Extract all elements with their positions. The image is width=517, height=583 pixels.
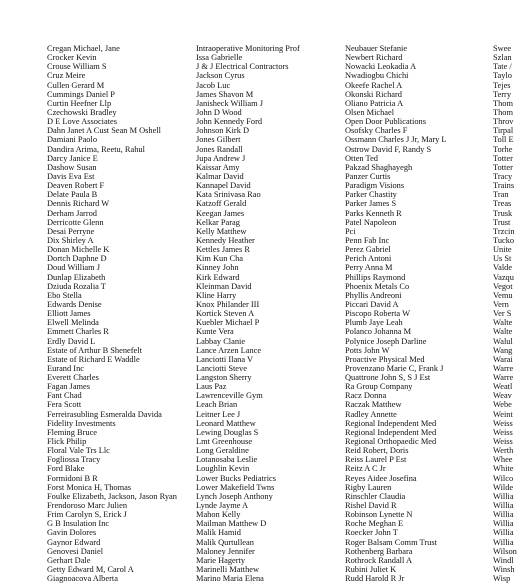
- list-item: Lance Arzen Lance: [196, 345, 262, 355]
- list-item: Jackson Cyrus: [196, 71, 245, 81]
- list-item: Leonard Matthew: [196, 418, 256, 428]
- list-item: Raczak Matthew: [345, 400, 402, 410]
- list-item: Langston Sherry: [196, 373, 252, 383]
- list-item: Rothrock Randall A: [345, 555, 412, 565]
- list-item: Trust: [493, 217, 511, 227]
- list-item: Getty Edward M, Carol A: [47, 565, 134, 575]
- list-item: Dunlap Elizabeth: [47, 272, 106, 282]
- list-item: Roger Balsam Comm Trust: [345, 537, 437, 547]
- list-item: Paradigm Visions: [345, 181, 405, 191]
- list-item: Wilco: [493, 473, 514, 483]
- list-item: Piscopo Roberta W: [345, 309, 410, 319]
- list-item: Jones Randall: [196, 144, 243, 154]
- list-item: Jupa Andrew J: [196, 153, 246, 163]
- list-item: Cruz Meire: [47, 71, 86, 81]
- list-item: Intraoperative Monitoring Prof: [196, 44, 300, 53]
- list-item: Kinney John: [196, 263, 239, 273]
- list-item: Doud William J: [47, 263, 101, 273]
- list-item: Malik Hamid: [196, 528, 241, 538]
- list-item: Cullen Gerard M: [47, 80, 105, 90]
- list-item: Oliano Patricia A: [345, 98, 404, 108]
- list-item: Kennedy Heather: [196, 235, 255, 245]
- list-item: Flick Philip: [47, 437, 87, 447]
- list-item: Warre: [493, 373, 514, 383]
- list-item: John Kennedy Ford: [196, 117, 263, 127]
- list-item: Dix Shirley A: [47, 235, 94, 245]
- list-item: Floral Vale Trs Llc: [47, 446, 110, 456]
- list-item: Vegot: [493, 281, 513, 291]
- list-item: Polanco Johanna M: [345, 327, 412, 337]
- list-item: Leach Brian: [196, 400, 238, 410]
- list-item: Jones Gilbert: [196, 135, 241, 145]
- list-item: Thom: [493, 98, 514, 108]
- list-item: Knox Philander III: [196, 299, 260, 309]
- list-item: Ossmann Charles J Jr, Mary L: [345, 135, 447, 145]
- list-item: Issa Gabrielle: [196, 53, 243, 63]
- list-item: Kelly Matthew: [196, 226, 247, 236]
- list-item: Foulke Elizabeth, Jackson, Jason Ryan: [47, 491, 177, 501]
- name-column-3: [345, 44, 485, 583]
- list-item: Weatl: [493, 382, 513, 392]
- list-item: Ver S: [493, 309, 512, 319]
- list-item: Phillips Raymond: [345, 272, 406, 282]
- name-column-1: [47, 44, 187, 583]
- list-item: Donan Michelle K: [47, 245, 110, 255]
- list-item: Proactive Physical Med: [345, 354, 425, 364]
- list-item: Davis Eva Est: [47, 171, 95, 181]
- list-item: Kline Harry: [196, 290, 237, 300]
- list-item: Piccari David A: [345, 299, 399, 309]
- list-item: Kettles James R: [196, 245, 250, 255]
- list-item: Reitz A C Jr: [345, 464, 386, 474]
- list-item: Labbay Clanie: [196, 336, 246, 346]
- list-item: Winsh: [493, 565, 515, 575]
- list-item: Weiss: [493, 418, 513, 428]
- list-item: Reid Robert, Doris: [345, 446, 409, 456]
- list-item: Rothenberg Barbara: [345, 546, 413, 556]
- list-item: Open Door Publications: [345, 117, 426, 127]
- list-item: Walul: [493, 336, 513, 346]
- list-item: Emmett Charles R: [47, 327, 109, 337]
- list-item: Rishel David R: [345, 501, 397, 511]
- list-item: Kannapel David: [196, 181, 251, 191]
- list-item: Derricotte Glenn: [47, 217, 104, 227]
- list-item: Roecker John T: [345, 528, 398, 538]
- list-item: Eurand Inc: [47, 363, 84, 373]
- list-item: Erdly David L: [47, 336, 96, 346]
- list-item: Regional Independent Med: [345, 418, 437, 428]
- list-item: Pci: [345, 226, 356, 236]
- list-item: Totter: [493, 153, 513, 163]
- list-item: Crouse William S: [47, 62, 107, 72]
- list-item: Frim Carolyn S, Erick J: [47, 510, 127, 520]
- list-item: Jacob Luc: [196, 80, 231, 90]
- list-item: Parker Chastity: [345, 190, 397, 200]
- list-item: Willia: [493, 501, 514, 511]
- list-item: Szlan: [493, 53, 512, 63]
- list-item: Tucko: [493, 235, 515, 245]
- list-item: Weiss: [493, 437, 513, 447]
- list-item: Kata Srinivasa Rao: [196, 190, 261, 200]
- list-item: Whee: [493, 455, 513, 465]
- list-item: Warai: [493, 354, 513, 364]
- list-item: Dortch Daphne D: [47, 254, 107, 264]
- list-item: Lotanosaba Leslie: [196, 455, 258, 465]
- list-item: Lanciotti Steve: [196, 363, 247, 373]
- list-item: Edwards Denise: [47, 299, 102, 309]
- list-item: Treas: [493, 199, 512, 209]
- list-item: Osofsky Charles F: [345, 126, 408, 136]
- list-item: Kuebler Michael P: [196, 318, 260, 328]
- list-item: Rubini Juliet K: [345, 565, 397, 575]
- list-item: Ford Blake: [47, 464, 85, 474]
- list-item: Wisp: [493, 574, 511, 583]
- list-item: Neubauer Stefanie: [345, 44, 408, 53]
- list-item: Rudd Harold R Jr: [345, 574, 405, 583]
- list-item: Weav: [493, 391, 512, 401]
- list-item: Elliott James: [47, 309, 91, 319]
- list-item: Regional Independent Med: [345, 427, 437, 437]
- list-item: Dennis Richard W: [47, 199, 110, 209]
- list-item: Polynice Joseph Darline: [345, 336, 427, 346]
- list-item: Okonski Richard: [345, 89, 402, 99]
- list-item: Fogliossa Tracy: [47, 455, 101, 465]
- list-item: Olsen Michael: [345, 107, 395, 117]
- list-item: Perry Anna M: [345, 263, 393, 273]
- list-item: Gavin Dolores: [47, 528, 97, 538]
- list-item: Windl: [493, 555, 514, 565]
- list-item: Maloney Jennifer: [196, 546, 255, 556]
- list-item: Swee: [493, 44, 512, 53]
- list-item: Pakzad Shaghayegh: [345, 162, 413, 172]
- list-item: Elwell Melinda: [47, 318, 99, 328]
- list-item: D E Love Associates: [47, 117, 118, 127]
- list-item: Nowacki Leokadia A: [345, 62, 417, 72]
- list-item: Throv: [493, 117, 514, 127]
- list-item: Damiani Paolo: [47, 135, 98, 145]
- list-item: Totter: [493, 162, 513, 172]
- list-item: Weint: [493, 409, 513, 419]
- list-item: Lmt Greenhouse: [196, 437, 253, 447]
- list-item: Terry: [493, 89, 512, 99]
- list-item: Giagnoacova Alberta: [47, 574, 118, 583]
- list-item: Dashow Susan: [47, 162, 97, 172]
- list-item: Tate /: [493, 62, 512, 72]
- list-item: Lawrenceville Gym: [196, 391, 263, 401]
- list-item: Wang: [493, 345, 513, 355]
- list-item: Derham Jarrod: [47, 208, 97, 218]
- list-item: Wilde: [493, 482, 514, 492]
- list-item: Curtin Heefner Llp: [47, 98, 112, 108]
- list-item: Keegan James: [196, 208, 245, 218]
- name-column-4: [493, 44, 517, 583]
- list-item: Fidelity Investments: [47, 418, 116, 428]
- list-item: Provenzano Marie C, Frank J: [345, 363, 444, 373]
- list-item: John D Wood: [196, 107, 242, 117]
- list-item: Mahon Kelly: [196, 510, 241, 520]
- list-item: Patel Napoleon: [345, 217, 397, 227]
- list-item: Phyllis Andreoni: [345, 290, 402, 300]
- list-item: Potts John W: [345, 345, 390, 355]
- list-item: Lewing Douglas S: [196, 427, 259, 437]
- list-item: Loughlin Kevin: [196, 464, 250, 474]
- list-item: Kaissar Amy: [196, 162, 240, 172]
- list-item: Kalmar David: [196, 171, 244, 181]
- list-item: Fera Scott: [47, 400, 82, 410]
- list-item: Fleming Bruce: [47, 427, 98, 437]
- list-item: Kunte Vera: [196, 327, 234, 337]
- list-item: Parks Kenneth R: [345, 208, 402, 218]
- list-item: Delate Paula B: [47, 190, 98, 200]
- list-item: Darcy Janice E: [47, 153, 98, 163]
- list-item: James Shavon M: [196, 89, 254, 99]
- list-item: Torhe: [493, 144, 513, 154]
- list-item: Johnson Kirk D: [196, 126, 250, 136]
- list-item: Lynch Joseph Anthony: [196, 491, 273, 501]
- list-item: Rinschler Claudia: [345, 491, 406, 501]
- name-column-2: [196, 44, 336, 583]
- list-item: Lower Bucks Pediatrics: [196, 473, 277, 483]
- list-item: Laus Paz: [196, 382, 227, 392]
- list-item: Unite: [493, 245, 512, 255]
- list-item: Willia: [493, 537, 514, 547]
- list-item: Newbert Richard: [345, 53, 403, 63]
- list-item: Webe: [493, 400, 512, 410]
- list-item: Regional Orthopaedic Med: [345, 437, 437, 447]
- list-item: Tracy: [493, 171, 513, 181]
- list-item: Gaynor Edward: [47, 537, 101, 547]
- list-item: Panzer Curtis: [345, 171, 391, 181]
- list-item: Trusk: [493, 208, 513, 218]
- list-item: Fagan James: [47, 382, 91, 392]
- list-item: Crocker Kevin: [47, 53, 97, 63]
- list-item: Racz Donna: [345, 391, 387, 401]
- list-item: Ra Group Company: [345, 382, 413, 392]
- list-item: Nwadiogbu Chichi: [345, 71, 409, 81]
- list-item: Everett Charles: [47, 373, 99, 383]
- list-item: Vemu: [493, 290, 513, 300]
- list-item: Phoenix Metals Co: [345, 281, 410, 291]
- list-item: Penn Fab Inc: [345, 235, 390, 245]
- list-item: Vern: [493, 299, 509, 309]
- list-item: Warre: [493, 363, 514, 373]
- list-item: Rigby Lauren: [345, 482, 392, 492]
- list-item: Taylo: [493, 71, 512, 81]
- list-item: Perich Antoni: [345, 254, 392, 264]
- list-item: Otten Ted: [345, 153, 378, 163]
- list-item: Mailman Matthew D: [196, 519, 267, 529]
- list-item: G B Insulation Inc: [47, 519, 110, 529]
- list-item: Dziuda Rozalia T: [47, 281, 106, 291]
- list-item: Plumb Jaye Leah: [345, 318, 403, 328]
- list-item: Kortick Steven A: [196, 309, 255, 319]
- list-item: Frendoroso Marc Julien: [47, 501, 128, 511]
- list-item: Willia: [493, 510, 514, 520]
- list-item: Willia: [493, 519, 514, 529]
- list-item: Formidoni B R: [47, 473, 98, 483]
- list-item: Estate of Richard E Waddle: [47, 354, 140, 364]
- list-item: Thom: [493, 107, 514, 117]
- list-item: Reiss Laurel P Est: [345, 455, 407, 465]
- list-item: Marinelli Matthew: [196, 565, 260, 575]
- list-item: Reyes Aidee Josefina: [345, 473, 417, 483]
- list-item: Walte: [493, 318, 513, 328]
- list-item: Valde: [493, 263, 513, 273]
- list-item: Lanciotti Ilana V: [196, 354, 254, 364]
- list-item: Willia: [493, 528, 514, 538]
- list-item: Dandira Arima, Reetu, Rahul: [47, 144, 145, 154]
- list-item: Deaven Robert F: [47, 181, 105, 191]
- list-item: Parker James S: [345, 199, 397, 209]
- list-item: Long Geraldine: [196, 446, 249, 456]
- list-item: Kelkar Parag: [196, 217, 240, 227]
- list-item: Walte: [493, 327, 513, 337]
- list-item: Ferreirasubling Esmeralda Davida: [47, 409, 162, 419]
- list-item: Trzcin: [493, 226, 515, 236]
- list-item: Us St: [493, 254, 512, 264]
- list-item: Weiss: [493, 427, 513, 437]
- list-item: Cregan Michael, Jane: [47, 44, 120, 53]
- list-item: Okeefe Rachel A: [345, 80, 403, 90]
- list-item: Ostrow David F, Randy S: [345, 144, 432, 154]
- list-item: Willia: [493, 491, 514, 501]
- list-item: Wilson: [493, 546, 517, 556]
- list-item: Kim Kun Cha: [196, 254, 243, 264]
- list-item: Tirpal: [493, 126, 514, 136]
- list-item: Desai Perryne: [47, 226, 95, 236]
- list-item: Ebo Stella: [47, 290, 82, 300]
- list-item: Radley Annette: [345, 409, 397, 419]
- list-item: Genovesi Daniel: [47, 546, 104, 556]
- list-item: Katzoff Gerald: [196, 199, 247, 209]
- list-item: Dahn Janet A Cust Sean M Oshell: [47, 126, 161, 136]
- list-item: J & J Electrical Contractors: [196, 62, 289, 72]
- list-item: Fant Chad: [47, 391, 82, 401]
- list-item: Malik Qurtullean: [196, 537, 254, 547]
- list-item: Czechowski Bradley: [47, 107, 117, 117]
- list-item: White: [493, 464, 514, 474]
- list-item: Cummings Daniel P: [47, 89, 115, 99]
- list-item: Marie Hagerty: [196, 555, 246, 565]
- list-item: Marino Maria Elena: [196, 574, 264, 583]
- list-item: Quattrone John S, S J Est: [345, 373, 431, 383]
- list-item: Tran: [493, 190, 509, 200]
- list-item: Roche Meghan E: [345, 519, 404, 529]
- list-item: Gerhart Dale: [47, 555, 91, 565]
- list-item: Estate of Arthur B Shenefelt: [47, 345, 142, 355]
- list-item: Toll E: [493, 135, 514, 145]
- list-item: Werth: [493, 446, 514, 456]
- list-item: Perez Gabriel: [345, 245, 391, 255]
- list-item: Robinson Lynette N: [345, 510, 413, 520]
- list-item: Vazqu: [493, 272, 514, 282]
- list-item: Kleinman David: [196, 281, 252, 291]
- list-item: Tejes: [493, 80, 511, 90]
- list-item: Lower Makefield Twns: [196, 482, 275, 492]
- list-item: Lynde Jayme A: [196, 501, 249, 511]
- list-item: Kirk Edward: [196, 272, 240, 282]
- list-item: Forst Monica H, Thomas: [47, 482, 132, 492]
- list-item: Janisheck William J: [196, 98, 263, 108]
- list-item: Leitner Lee J: [196, 409, 241, 419]
- list-item: Trains: [493, 181, 515, 191]
